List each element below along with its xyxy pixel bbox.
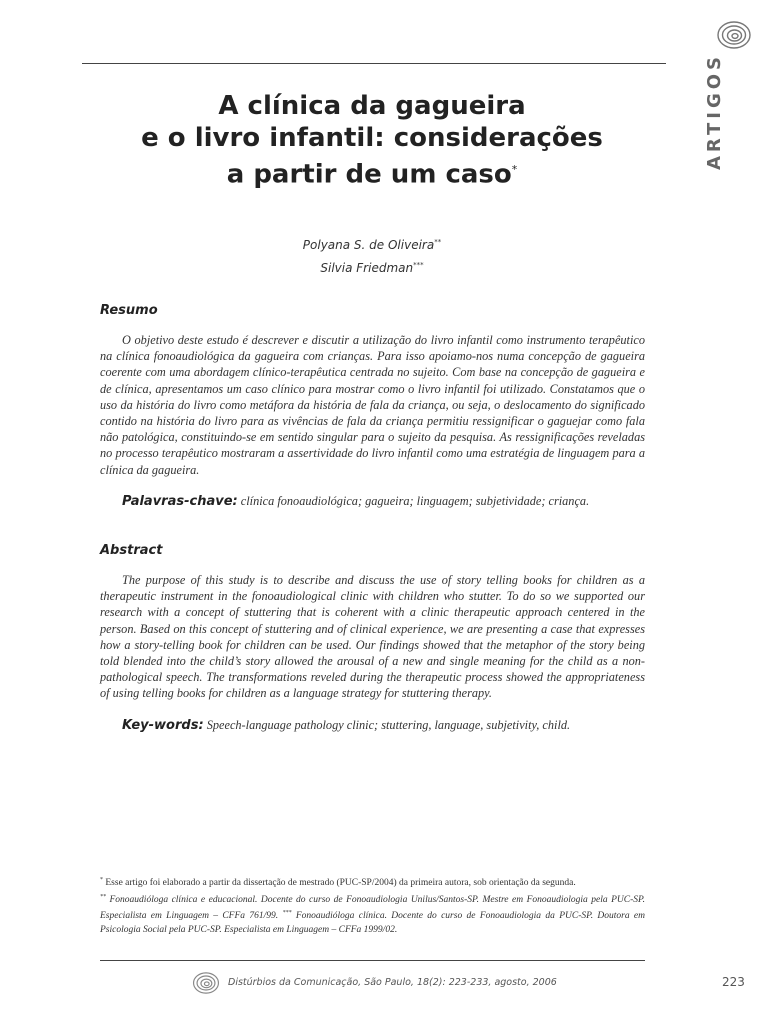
footnote-mark: *: [100, 877, 103, 883]
journal-citation: Distúrbios da Comunicação, São Paulo, 18(2): 223-233, agosto, 2006: [228, 977, 557, 988]
title-line-1: A clínica da gagueira: [218, 91, 526, 121]
author-footnote-mark: ***: [413, 261, 424, 269]
resumo-heading: Resumo: [100, 303, 158, 318]
spiral-logo-icon: [716, 20, 752, 50]
footnote-text: Fonoaudióloga clínica e educacional. Docente do curso de Fonoaudiologia Unilus/Santos-SP. Mestre em Fonoaudiologia pela PUC-SP. Especialista em Linguagem – CFFa 761/99.: [100, 894, 645, 922]
author-line: [82, 232, 662, 255]
author-line: [82, 255, 662, 278]
abstract-keywords: [122, 718, 652, 733]
keywords-text: clínica fonoaudiológica; gagueira; linguagem; subjetividade; criança.: [240, 494, 590, 508]
keywords-label: Key-words:: [122, 718, 204, 733]
author-list: [82, 232, 662, 278]
title-footnote-mark: *: [511, 163, 518, 176]
footer-rule: [100, 960, 645, 961]
footnote-mark: ***: [282, 910, 292, 917]
section-tag: ARTIGOS: [704, 53, 725, 170]
abstract-heading: Abstract: [100, 543, 163, 558]
spiral-logo-icon: [192, 971, 220, 995]
abstract-body: The purpose of this study is to describe and discuss the use of story telling books for children as a therapeutic instrument in the fonoaudiological clinic with children who stutter. To do so we supported our research with a concept of stuttering that is coherent with a clinic therapeutic approach centered in the person. Based on this concept of stuttering and of clinical experience, we are presenting a case that expresses how a story-telling book for children can be used. Our findings showed that the metaphor of the story being told blended into the child’s story allowed the arousal of a new and single meaning for the child as a non-pathological speech. The transformations reveled during the therapeutic process showed the appropriateness of using telling books for children as a language strategy for stuttering therapy.: [100, 573, 645, 701]
footnote-text: Esse artigo foi elaborado a partir da dissertação de mestrado (PUC-SP/2004) da primeira autora, sob orientação da segunda.: [105, 878, 576, 889]
author-name: Silvia Friedman: [320, 261, 414, 275]
author-footnote-mark: **: [434, 238, 442, 246]
footnote-mark: **: [100, 893, 106, 900]
header-rule: [82, 63, 666, 64]
page-number: 223: [722, 975, 745, 989]
keywords-label: Palavras-chave:: [122, 494, 238, 509]
footnotes: [100, 874, 645, 937]
resumo-keywords: [122, 494, 652, 509]
footnote: [100, 891, 645, 938]
author-name: Polyana S. de Oliveira: [302, 238, 435, 252]
article-title: [82, 90, 662, 191]
resumo-body: O objetivo deste estudo é descrever e discutir a utilização do livro infantil como instrumento terapêutico na clínica fonoaudiológica da gagueira com crianças. Para isso apoiamo-nos numa concepção de gagueira coerente com uma abordagem clínico-terapêutica centrada no sujeito. Com base na concepção de gagueira e de clínica, apresentamos um caso clínico para mostrar como o livro infantil foi utilizado. Constatamos que o uso da história do livro como metáfora da história de fala da criança, ou seja, o deslocamento do significado contido na história do livro para as vivências de fala da criança permitiu ressignificar o gaguejar como fala não patológica, constituindo-se em sentido singular para o sujeito da pesquisa. As ressignificações reveladas no processo terapêutico mostraram a assertividade do livro infantil como uma estratégia de linguagem para a clínica da gagueira.: [100, 333, 645, 477]
title-line-3: a partir de um caso: [226, 159, 512, 190]
footnote: [100, 874, 645, 891]
footnote-text: Fonoaudióloga clínica. Docente do curso de Fonoaudiologia da PUC-SP. Doutora em Psicologia Social pela PUC-SP. Especialista em Linguagem – CFFa 1999/02.: [100, 911, 646, 935]
keywords-text: Speech-language pathology clinic; stuttering, language, subjetivity, child.: [206, 718, 571, 732]
title-line-2: e o livro infantil: considerações: [141, 123, 603, 153]
